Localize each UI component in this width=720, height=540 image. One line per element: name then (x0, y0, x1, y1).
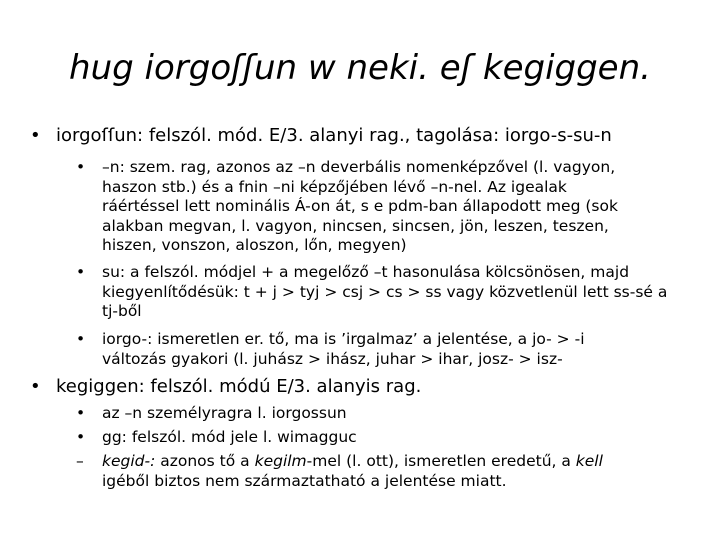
slide-title: hug iorgoʃʃun w neki. eʃ kegiggen. (69, 48, 651, 88)
sub-bullet-1-2-line-3: tj-ből (102, 302, 142, 320)
sub-bullet-1-3-line-2: változás gyakori (l. juhász > ihász, juhar > ihar, josz- > isz- (102, 349, 563, 368)
term-kell: kell (575, 452, 603, 470)
sub-bullet-2-2-marker: • (76, 428, 86, 446)
sub-bullet-1-1-line-5: hiszen, vonszon, aloszon, lőn, megyen) (102, 236, 407, 254)
sub-bullet-2-1-text: az –n személyragra l. iorgossun (102, 404, 347, 422)
sub-bullet-1-1-line-3: ráértéssel lett nominális Á-on át, s e pdm-ban állapodott meg (sok (102, 197, 618, 215)
sub-bullet-1-2-marker: • (76, 263, 86, 281)
sub-bullet-2-1-marker: • (76, 404, 86, 422)
sub-bullet-1-2-line-2: kiegyenlítődésük: t + j > tyj > csj > cs > ss vagy közvetlenül lett ss-sé a (102, 282, 668, 301)
bullet-2-marker: • (30, 376, 41, 397)
sub-bullet-1-1-line-1: –n: szem. rag, azonos az –n deverbális nomenképzővel (l. vagyon, (102, 158, 616, 176)
sub-bullet-2-3-line-1 (102, 452, 603, 472)
sub-bullet-2-2-text: gg: felszól. mód jele l. wimagguc (102, 428, 357, 446)
sub-bullet-2-3-line-2: igéből biztos nem származtatható a jelentése miatt. (102, 472, 507, 490)
bullet-1-marker: • (30, 125, 41, 146)
bullet-2-text: kegiggen: felszól. módú E/3. alanyis rag. (56, 376, 422, 397)
sub-bullet-1-2-line-1: su: a felszól. módjel + a megelőző –t hasonulása kölcsönösen, majd (102, 263, 630, 281)
sub-bullet-1-1-line-2: haszon stb.) és a fnin –ni képzőjében lévő –n-nel. Az igealak (102, 177, 567, 196)
term-kegid: kegid-: (102, 452, 156, 470)
term-kegilm: kegilm (254, 452, 307, 470)
bullet-1-text: iorgoſſun: felszól. mód. E/3. alanyi rag., tagolása: iorgo-s-su-n (56, 125, 612, 146)
sub-bullet-2-3-marker: – (76, 452, 84, 470)
text-segment-2: -mel (l. ott), ismeretlen eredetű, a (306, 452, 576, 470)
sub-bullet-1-3-line-1: iorgo-: ismeretlen er. tő, ma is ’irgalmaz’ a jelentése, a jo- > -i (102, 330, 585, 348)
sub-bullet-1-1-marker: • (76, 158, 86, 176)
sub-bullet-1-1-line-4: alakban megvan, l. vagyon, nincsen, sincsen, jön, leszen, teszen, (102, 216, 609, 235)
text-segment-1: azonos tő a (155, 452, 255, 470)
sub-bullet-1-3-marker: • (76, 330, 86, 348)
